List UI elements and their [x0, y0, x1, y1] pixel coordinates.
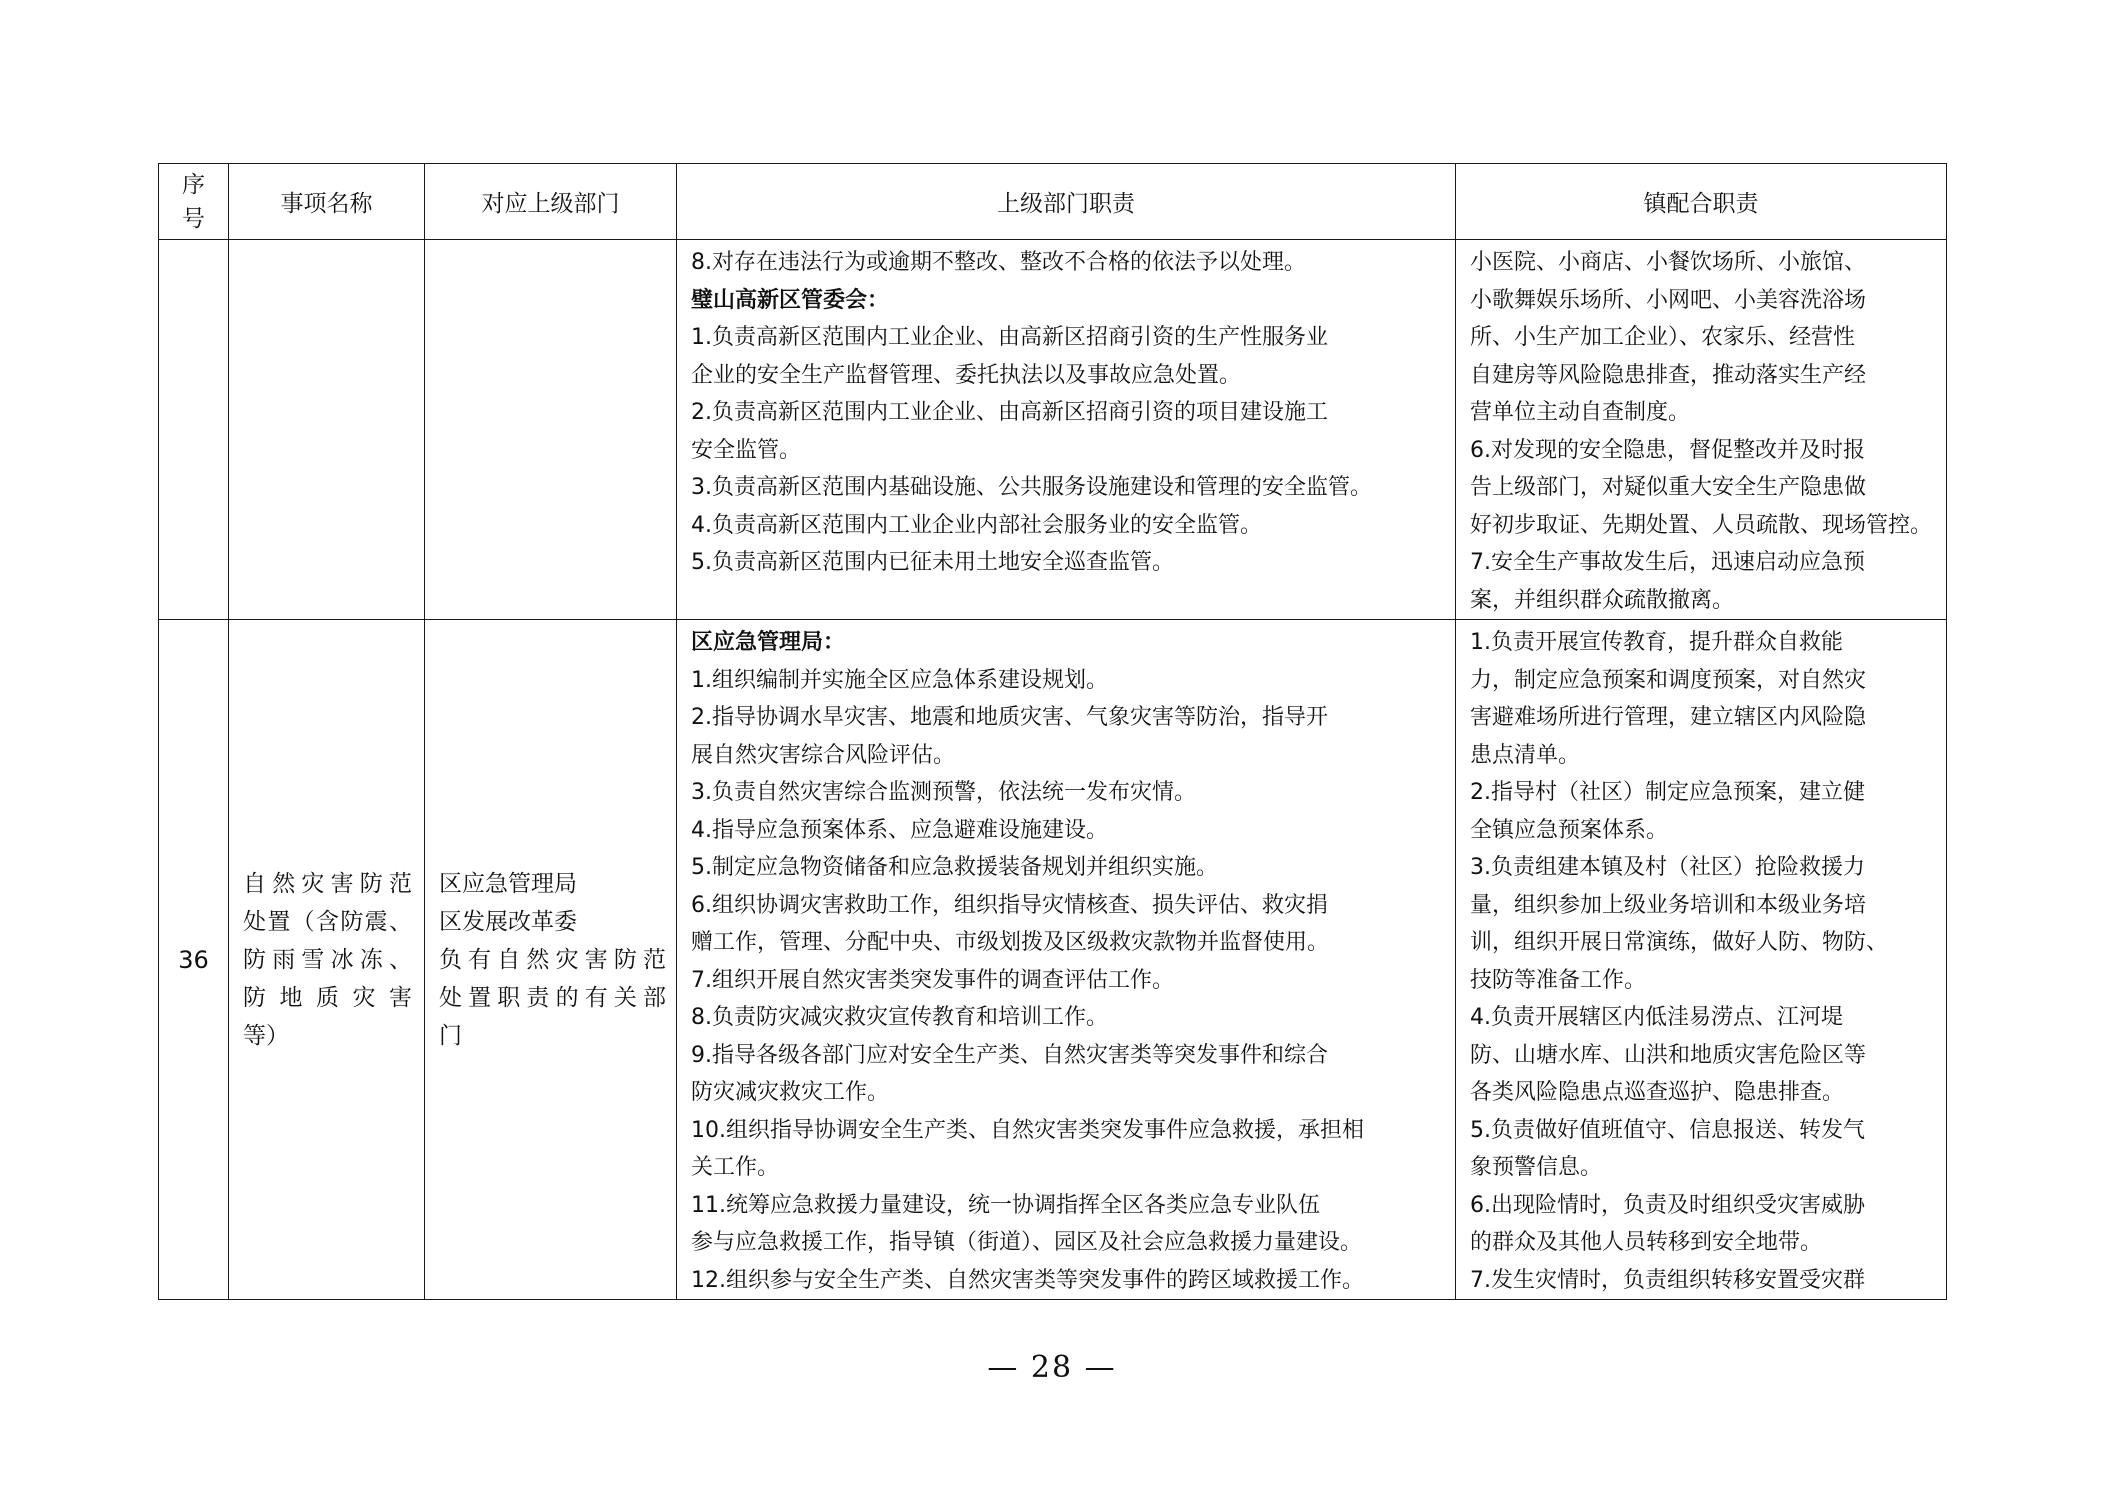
- town-duty-line: 的群众及其他人员转移到安全地带。: [1470, 1230, 1823, 1255]
- town-duty-line: 所、小生产加工企业）、农家乐、经营性: [1470, 325, 1856, 350]
- town-duty-line: 6.对发现的安全隐患，督促整改并及时报: [1470, 437, 1865, 463]
- upper-duty-line: 8.对存在违法行为或逾期不整改、整改不合格的依法予以处理。: [691, 250, 1306, 275]
- town-duty-line: 力，制定应急预案和调度预案，对自然灾: [1470, 667, 1867, 693]
- town-duty-line: 患点清单。: [1470, 742, 1581, 768]
- upper-duty-line: 10.组织指导协调安全生产类、自然灾害类突发事件应急救援，承担相: [691, 1117, 1364, 1143]
- table-header-row: [159, 164, 1947, 240]
- header-item-name: 事项名称: [229, 164, 425, 240]
- header-upper-duty: 上级部门职责: [677, 164, 1456, 240]
- town-duty-line: 训，组织开展日常演练，做好人防、物防、: [1470, 930, 1889, 955]
- town-duty-line: 各类风险隐患点巡查巡护、隐患排查。: [1470, 1080, 1845, 1105]
- upper-duty-line: 1.组织编制并实施全区应急体系建设规划。: [691, 667, 1108, 693]
- dept-line: 门: [439, 1022, 462, 1049]
- item-name-line: 防地质灾害: [243, 984, 412, 1011]
- upper-duty-line: 3.负责自然灾害综合监测预警，依法统一发布灾情。: [691, 780, 1196, 805]
- upper-duty-line: 9.指导各级各部门应对安全生产类、自然灾害类等突发事件和综合: [691, 1042, 1328, 1068]
- town-duty-line: 7.安全生产事故发生后，迅速启动应急预: [1470, 550, 1865, 575]
- town-duty-line: 6.出现险情时，负责及时组织受灾害威胁: [1470, 1192, 1865, 1218]
- upper-duty-line: 璧山高新区管委会：: [691, 287, 890, 313]
- header-dept: 对应上级部门: [425, 164, 677, 240]
- town-duty-cell: [1456, 620, 1947, 1300]
- header-seq: [159, 164, 229, 240]
- town-duty-line: 全镇应急预案体系。: [1470, 817, 1669, 843]
- dept-cell: [425, 240, 677, 620]
- town-duty-line: 7.发生灾情时，负责组织转移安置受灾群: [1470, 1267, 1865, 1293]
- table-row: [159, 620, 1947, 1300]
- item-name-line: 处置（含防震、: [243, 908, 412, 935]
- header-seq-char-2: 号: [182, 205, 205, 232]
- town-duty-line: 量，组织参加上级业务培训和本级业务培: [1470, 892, 1867, 918]
- item-name-line: 自然灾害防范: [243, 870, 412, 897]
- page-number: — 28 —: [987, 1350, 1117, 1385]
- upper-duty-line: 8.负责防灾减灾救灾宣传教育和培训工作。: [691, 1005, 1108, 1030]
- upper-duty-line: 关工作。: [691, 1155, 780, 1180]
- upper-duty-line: 11.统筹应急救援力量建设，统一协调指挥全区各类应急专业队伍: [691, 1192, 1320, 1218]
- town-duty-line: 自建房等风险隐患排查，推动落实生产经: [1470, 362, 1867, 388]
- upper-duty-line: 企业的安全生产监督管理、委托执法以及事故应急处置。: [691, 362, 1242, 388]
- town-duty-line: 2.指导村（社区）制定应急预案，建立健: [1470, 780, 1865, 805]
- item-name-line: 等）: [243, 1022, 289, 1049]
- town-duty-line: 4.负责开展辖区内低洼易涝点、江河堤: [1470, 1005, 1843, 1030]
- header-town-duty: 镇配合职责: [1456, 164, 1947, 240]
- upper-duty-cell: [677, 240, 1456, 620]
- table-row: [159, 240, 1947, 620]
- upper-duty-line: 6.组织协调灾害救助工作，组织指导灾情核查、损失评估、救灾捐: [691, 892, 1328, 918]
- upper-duty-line: 1.负责高新区范围内工业企业、由高新区招商引资的生产性服务业: [691, 325, 1328, 350]
- dept-line: 区应急管理局: [439, 870, 577, 897]
- town-duty-line: 防、山塘水库、山洪和地质灾害危险区等: [1470, 1042, 1867, 1068]
- town-duty-line: 3.负责组建本镇及村（社区）抢险救援力: [1470, 855, 1865, 880]
- item-name-cell: [229, 240, 425, 620]
- seq-cell: 36: [159, 620, 229, 1300]
- upper-duty-line: 安全监管。: [691, 437, 802, 463]
- town-duty-line: 告上级部门，对疑似重大安全生产隐患做: [1470, 475, 1867, 500]
- town-duty-line: 小歌舞娱乐场所、小网吧、小美容洗浴场: [1470, 287, 1867, 313]
- town-duty-line: 5.负责做好值班值守、信息报送、转发气: [1470, 1117, 1865, 1143]
- dept-line: 区发展改革委: [439, 908, 577, 935]
- town-duty-line: 技防等准备工作。: [1470, 967, 1647, 993]
- responsibility-table: [158, 163, 1947, 1300]
- upper-duty-line: 4.负责高新区范围内工业企业内部社会服务业的安全监管。: [691, 512, 1262, 538]
- town-duty-line: 1.负责开展宣传教育，提升群众自救能: [1470, 630, 1843, 655]
- upper-duty-line: 5.负责高新区范围内已征未用土地安全巡查监管。: [691, 550, 1174, 575]
- upper-duty-line: 4.指导应急预案体系、应急避难设施建设。: [691, 817, 1108, 843]
- town-duty-line: 好初步取证、先期处置、人员疏散、现场管控。: [1470, 512, 1933, 538]
- upper-duty-line: 5.制定应急物资储备和应急救援装备规划并组织实施。: [691, 855, 1218, 880]
- item-name-line: 防雨雪冰冻、: [243, 946, 412, 973]
- dept-line: 负有自然灾害防范: [439, 946, 666, 973]
- town-duty-line: 营单位主动自查制度。: [1470, 400, 1691, 425]
- dept-cell: [425, 620, 677, 1300]
- upper-duty-line: 12.组织参与安全生产类、自然灾害类等突发事件的跨区域救援工作。: [691, 1267, 1364, 1293]
- item-name-cell: [229, 620, 425, 1300]
- town-duty-line: 害避难场所进行管理，建立辖区内风险隐: [1470, 705, 1867, 730]
- upper-duty-line: 防灾减灾救灾工作。: [691, 1080, 890, 1105]
- seq-cell: [159, 240, 229, 620]
- town-duty-line: 案，并组织群众疏散撤离。: [1470, 587, 1735, 613]
- upper-duty-line: 7.组织开展自然灾害类突发事件的调查评估工作。: [691, 967, 1174, 993]
- town-duty-line: 小医院、小商店、小餐饮场所、小旅馆、: [1470, 250, 1867, 275]
- upper-duty-line: 区应急管理局：: [691, 630, 846, 655]
- dept-line: 处置职责的有关部: [439, 984, 666, 1011]
- town-duty-line: 象预警信息。: [1470, 1155, 1603, 1180]
- upper-duty-line: 2.负责高新区范围内工业企业、由高新区招商引资的项目建设施工: [691, 400, 1328, 425]
- upper-duty-line: 参与应急救援工作，指导镇（街道）、园区及社会应急救援力量建设。: [691, 1230, 1363, 1255]
- upper-duty-line: 2.指导协调水旱灾害、地震和地质灾害、气象灾害等防治，指导开: [691, 705, 1328, 730]
- header-seq-char-1: 序: [182, 171, 205, 198]
- town-duty-cell: [1456, 240, 1947, 620]
- upper-duty-line: 赠工作，管理、分配中央、市级划拨及区级救灾款物并监督使用。: [691, 930, 1330, 955]
- upper-duty-line: 3.负责高新区范围内基础设施、公共服务设施建设和管理的安全监管。: [691, 475, 1372, 500]
- upper-duty-cell: [677, 620, 1456, 1300]
- upper-duty-line: 展自然灾害综合风险评估。: [691, 742, 956, 768]
